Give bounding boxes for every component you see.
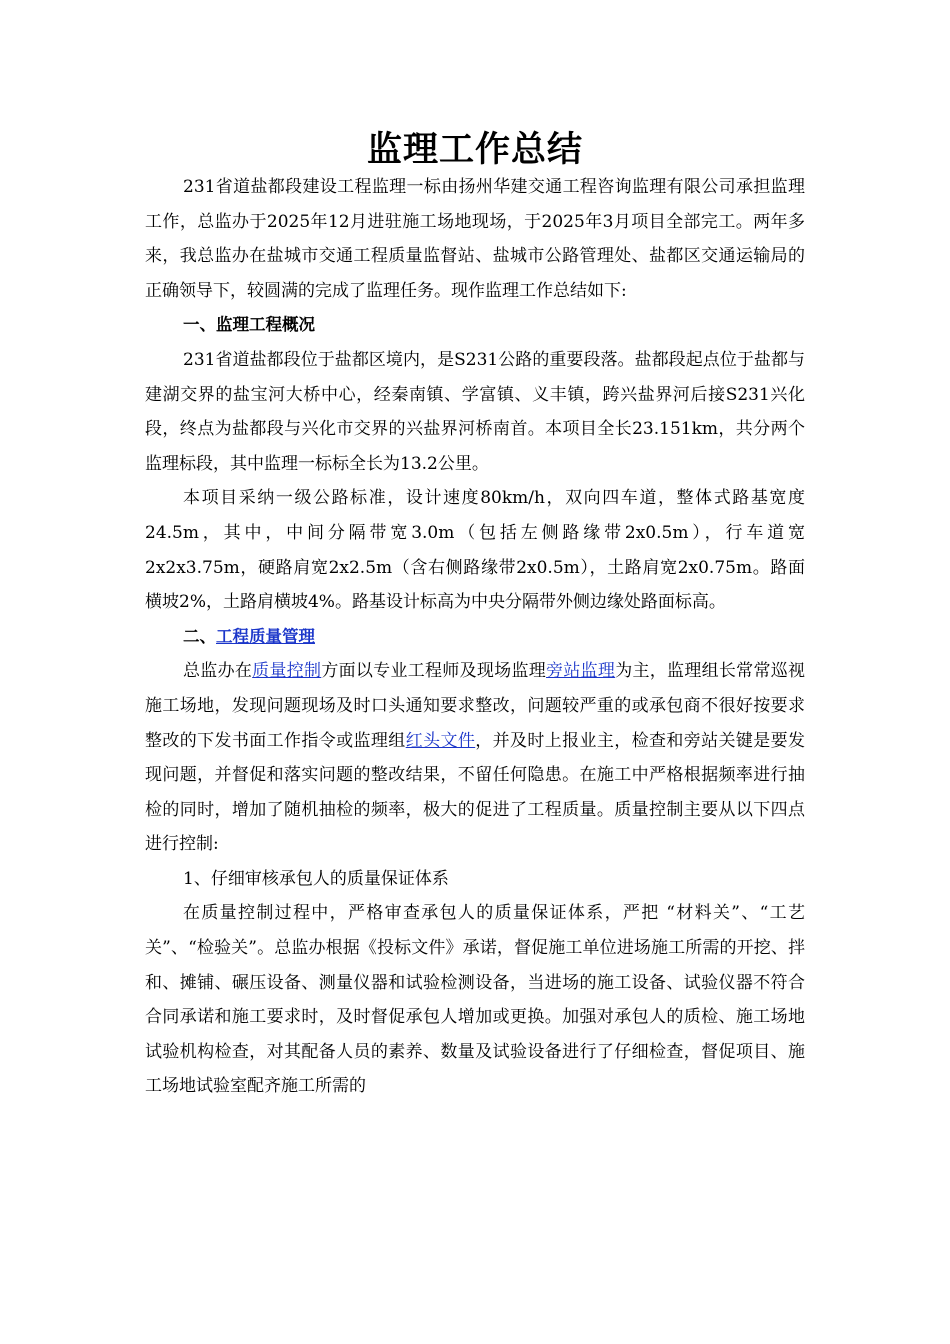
section-2-p1-text-d: ，并及时上报业主，检查和旁站关键是要发现问题，并督促和落实问题的整改结果，不留任何隐患。在施工中严格根据频率进行抽检的同时，增加了随机抽检的频率，极大的促进了工程质量。质量控制主要从以下四点进行控制: — [145, 730, 806, 855]
section-2-heading-prefix: 二、 — [183, 626, 216, 646]
quality-control-link[interactable]: 质量控制 — [252, 661, 322, 682]
intro-paragraph: 231省道盐都段建设工程监理一标由扬州华建交通工程咨询监理有限公司承担监理工作，总监办于2025年12月进驻施工场地现场，于2025年3月项目全部完工。两年多来，我总监办在盐城市交通工程质量监督站、盐城市公路管理处、盐都区交通运输局的正确领导下，较圆满的完成了监理任务。现作监理工作总结如下: — [145, 177, 805, 301]
section-2-p1-text-b: 方面以专业工程师及现场监理 — [321, 661, 547, 682]
section-2-paragraph-2: 在质量控制过程中，严格审查承包人的质量保证体系，严把 “材料关”、“工艺关”、“检验关”。总监办根据《投标文件》承诺，督促施工单位进场施工所需的开挖、拌和、摊铺、碾压设备、测量仪器和试验检测设备，当进场的施工设备、试验仪器不符合合同承诺和施工要求时，及时督促承包人增加或更换。加强对承包人的质检、施工场地试验机构检查，对其配备人员的素养、数量及试验设备进行了仔细检查，督促项目、施工场地试验室配齐施工所需的 — [145, 903, 805, 1097]
section-2-heading-link[interactable]: 工程质量管理 — [216, 626, 315, 646]
section-2-p1-text-c: 为主，监理组长常常巡视施工场地，发现问题现场及时口头通知要求整改，问题较严重的或承包商不很好按要求整改的下发书面工作指令或监理组 — [145, 661, 806, 751]
section-2-paragraph-1 — [145, 654, 805, 862]
section-2-p1-text-a: 总监办在 — [183, 661, 253, 682]
section-1-heading: 一、监理工程概况 — [183, 315, 315, 335]
list-item-1: 1、仔细审核承包人的质量保证体系 — [183, 868, 449, 889]
section-1-paragraph-1: 231省道盐都段位于盐都区境内，是S231公路的重要段落。盐都段起点位于盐都与建湖交界的盐宝河大桥中心，经秦南镇、学富镇、义丰镇，跨兴盐界河后接S231兴化段，终点为盐都段与兴化市交界的兴盐界河桥南首。本项目全长23.151km，共分两个监理标段，其中监理一标标全长为13.2公里。 — [145, 349, 805, 474]
red-header-document-link[interactable]: 红头文件 — [405, 730, 476, 751]
side-station-supervision-link[interactable]: 旁站监理 — [546, 661, 616, 682]
section-1-paragraph-2: 本项目采纳一级公路标准，设计速度80km/h，双向四车道，整体式路基宽度24.5m，其中，中间分隔带宽3.0m（包括左侧路缘带2x0.5m），行车道宽2x2x3.75m，硬路肩宽2x2.5m（含右侧路缘带2x0.5m），土路肩宽2x0.75m。路面横坡2%，土路肩横坡4%。路基设计标高为中央分隔带外侧边缘处路面标高。 — [145, 488, 805, 613]
document-title: 监理工作总结 — [366, 130, 583, 170]
section-2-heading — [145, 620, 805, 655]
document-body — [145, 170, 805, 1104]
